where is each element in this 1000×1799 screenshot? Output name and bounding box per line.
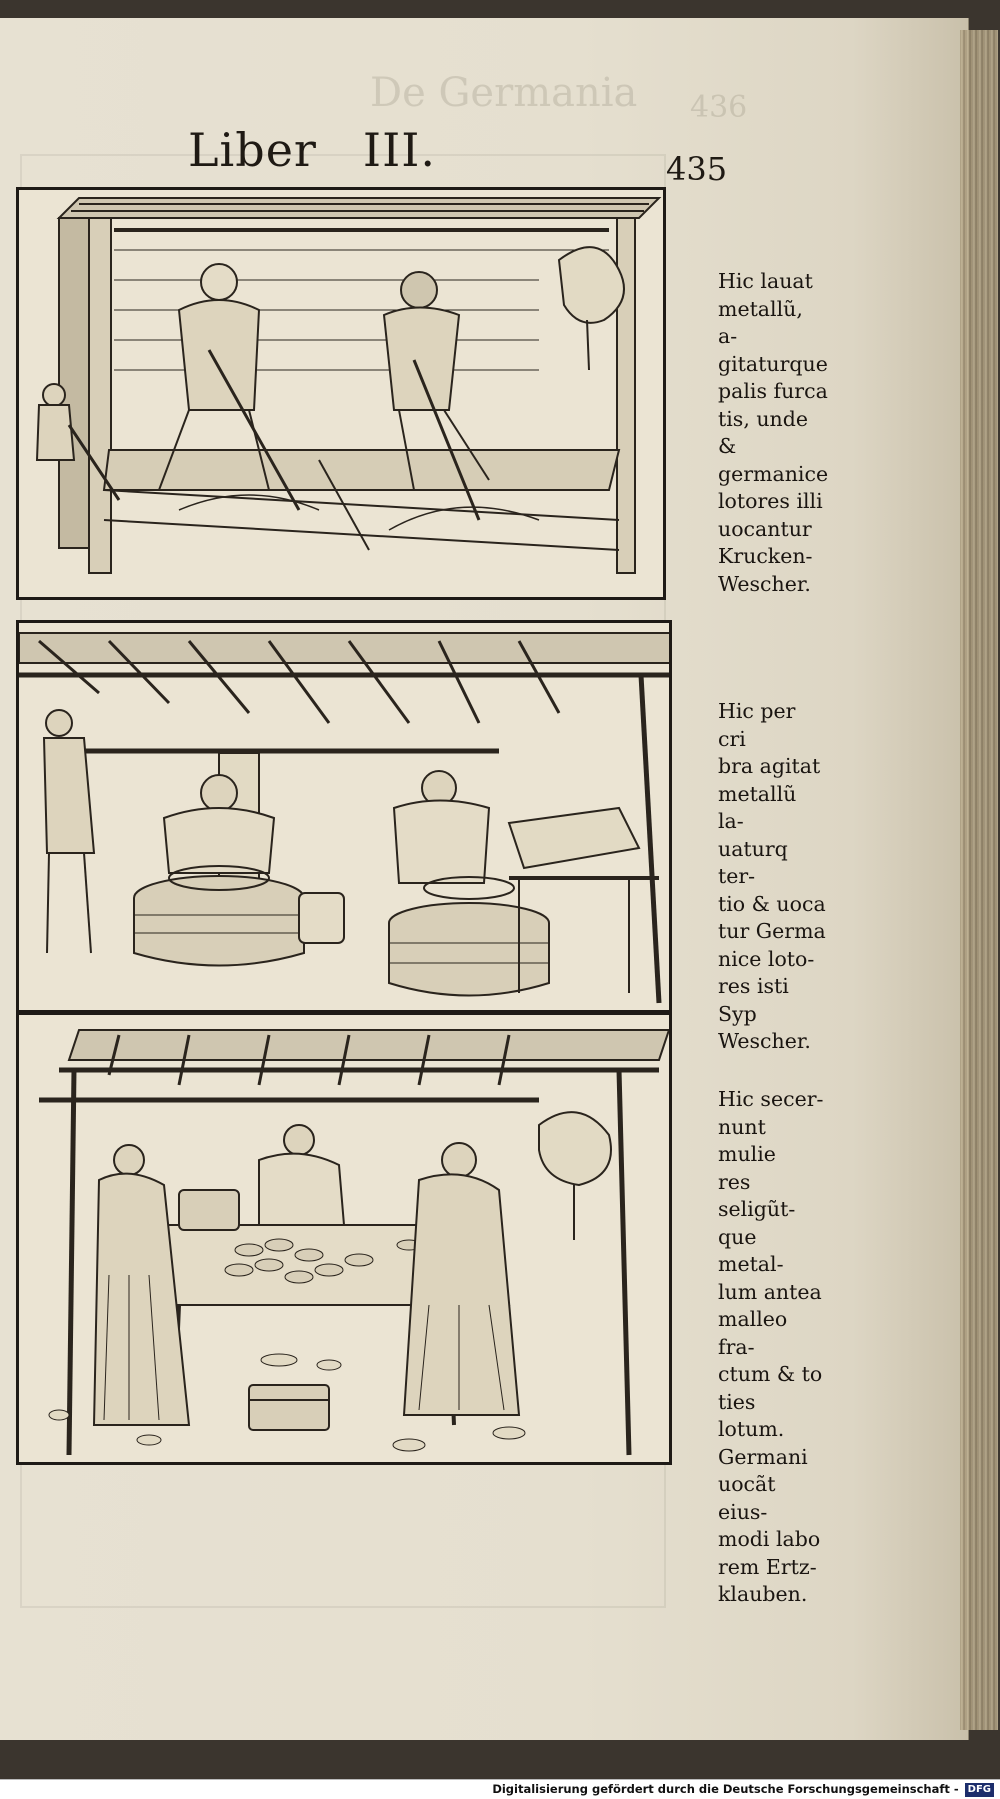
woodcut-3-drawing xyxy=(19,1015,672,1465)
washing-with-rakes-woodcut xyxy=(16,187,666,600)
running-head-title: Liber xyxy=(188,123,317,177)
digitization-credit xyxy=(0,1779,1000,1799)
caption-sorting: Hic secer- nunt mulie res seligũt- que metal- lum antea malleo fra- ctum & to ties lotum. Germani uocãt eius- modi labo rem Ertz- klauben. xyxy=(718,1087,824,1606)
caption-sieving: Hic per cri bra agitat metallũ la- uaturq ter- tio & uoca tur Germa nice loto- res isti Syp Wescher. xyxy=(718,699,826,1053)
woodcut-2-drawing xyxy=(19,623,672,1013)
woodcut-1-drawing xyxy=(19,190,666,600)
dfg-logo: DFG xyxy=(965,1783,994,1797)
sieving-in-tubs-woodcut xyxy=(16,620,672,1013)
running-head-number: III. xyxy=(362,123,437,177)
credit-text: Digitalisierung gefördert durch die Deutsche Forschungsgemeinschaft - xyxy=(492,1782,959,1796)
bleed-through-folio: 436 xyxy=(690,90,748,125)
bleed-through-title: De Germania xyxy=(370,70,638,116)
page-number: 435 xyxy=(666,150,728,188)
running-head xyxy=(188,123,436,177)
page-edge xyxy=(960,30,998,1730)
caption-washing: Hic lauat metallũ, a- gitaturque palis furca tis, unde & germanice lotores illi uocantur Krucken- Wescher. xyxy=(718,269,829,596)
women-sorting-ore-woodcut xyxy=(16,1012,672,1465)
